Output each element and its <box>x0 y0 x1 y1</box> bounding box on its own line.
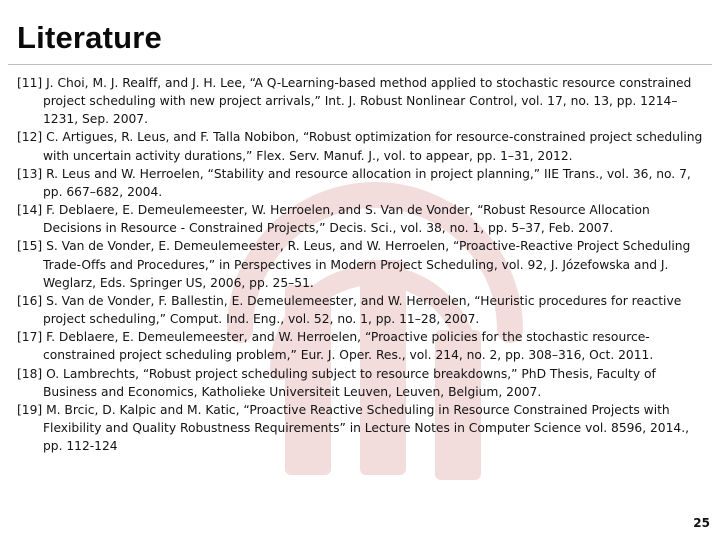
reference-id: [18] <box>17 366 43 381</box>
slide-title: Literature <box>17 20 162 55</box>
reference-id: [17] <box>17 330 43 345</box>
reference-id: [19] <box>17 402 43 417</box>
reference-item <box>17 201 707 237</box>
reference-item <box>17 128 707 164</box>
reference-text: O. Lambrechts, “Robust project scheduling subject to resource breakdowns,” PhD Thesis, Faculty of Business and Economics, Katholieke Universiteit Leuven, Leuven, Belgium, 2007. <box>43 366 656 399</box>
reference-item <box>17 74 707 128</box>
page-number: 25 <box>693 516 710 530</box>
reference-item <box>17 237 707 291</box>
reference-id: [12] <box>17 130 43 145</box>
reference-id: [13] <box>17 166 43 181</box>
reference-item <box>17 401 707 455</box>
reference-list <box>17 74 707 455</box>
reference-text: R. Leus and W. Herroelen, “Stability and resource allocation in project planning,” IIE Trans., vol. 36, no. 7, pp. 667–682, 2004. <box>43 166 691 199</box>
reference-id: [15] <box>17 239 43 254</box>
reference-item <box>17 365 707 401</box>
title-divider <box>8 64 712 65</box>
reference-text: C. Artigues, R. Leus, and F. Talla Nobibon, “Robust optimization for resource-constrained project scheduling with uncertain activity durations,” Flex. Serv. Manuf. J., vol. to appear, pp. 1–31, 2012. <box>43 130 703 163</box>
reference-text: J. Choi, M. J. Realff, and J. H. Lee, “A Q-Learning-based method applied to stochastic resource constrained project scheduling with new project arrivals,” Int. J. Robust Nonlinear Control, vol. 17, no. 13, pp. 1214–1231, Sep. 2007. <box>43 76 692 127</box>
reference-id: [14] <box>17 203 43 218</box>
reference-text: S. Van de Vonder, E. Demeulemeester, R. Leus, and W. Herroelen, “Proactive-Reactive Project Scheduling Trade-Offs and Procedures,” in Perspectives in Modern Project Scheduling, vol. 92, J. Józefowska and J. Weglarz, Eds. Springer US, 2006, pp. 25–51. <box>43 239 691 290</box>
reference-item <box>17 328 707 364</box>
reference-text: M. Brcic, D. Kalpic and M. Katic, “Proactive Reactive Scheduling in Resource Constrained Projects with Flexibility and Quality Robustness Requirements” in Lecture Notes in Computer Science vol. 8596, 2014., pp. 112-124 <box>43 402 689 454</box>
reference-text: F. Deblaere, E. Demeulemeester, W. Herroelen, and S. Van de Vonder, “Robust Resource Allocation Decisions in Resource - Constrained Projects,” Decis. Sci., vol. 38, no. 1, pp. 5–37, Feb. 2007. <box>43 203 650 236</box>
reference-id: [11] <box>17 76 43 90</box>
reference-item <box>17 292 707 328</box>
reference-text: F. Deblaere, E. Demeulemeester, and W. Herroelen, “Proactive policies for the stochastic resource-constrained project scheduling problem,” Eur. J. Oper. Res., vol. 214, no. 2, pp. 308–316, Oct. 2011. <box>43 330 654 363</box>
reference-item <box>17 165 707 201</box>
reference-id: [16] <box>17 293 43 308</box>
reference-text: S. Van de Vonder, F. Ballestin, E. Demeulemeester, and W. Herroelen, “Heuristic procedures for reactive project scheduling,” Comput. Ind. Eng., vol. 52, no. 1, pp. 11–28, 2007. <box>43 293 682 327</box>
